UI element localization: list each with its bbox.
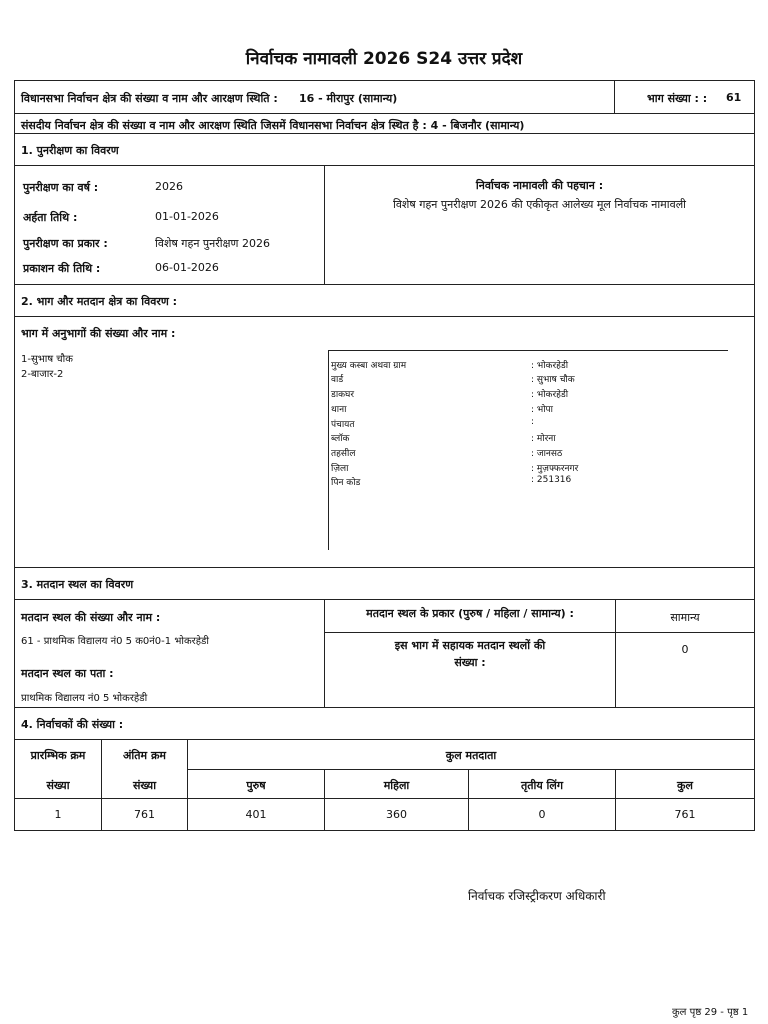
polling-details — [15, 600, 754, 708]
electors-table — [15, 740, 754, 830]
document-title: निर्वाचक नामावली 2026 S24 उत्तर प्रदेश — [245, 49, 523, 69]
col-total-voters: कुल मतदाता — [445, 749, 497, 762]
part-area-details — [15, 317, 754, 568]
main-village-label: मुख्य कस्बा अथवा ग्राम — [331, 361, 407, 371]
cell-female: 360 — [386, 808, 407, 821]
assembly-row — [15, 81, 754, 114]
pin-code-label: पिन कोड — [331, 478, 361, 488]
col-end-serial-1: अंतिम क्रम — [123, 749, 166, 762]
part-area-section-title: 2. भाग और मतदान क्षेत्र का विवरण : — [21, 295, 177, 308]
qualifying-date-label: अर्हता तिथि : — [23, 211, 78, 224]
pin-code-value: : 251316 — [531, 475, 572, 485]
publication-date-value: 06-01-2026 — [155, 261, 219, 274]
roll-identity-title: निर्वाचक नामावली की पहचान : — [475, 179, 604, 192]
panchayat-label: पंचायत — [331, 420, 355, 430]
revision-year-label: पुनरीक्षण का वर्ष : — [23, 181, 99, 194]
revision-type-value: विशेष गहन पुनरीक्षण 2026 — [155, 237, 270, 250]
parliament-text: संसदीय निर्वाचन क्षेत्र की संख्या व नाम और आरक्षण स्थिति जिसमें विधानसभा निर्वाचन क्षेत्र स्थित है : 4 - बिजनौर (सामान्य) — [21, 119, 525, 132]
revision-section-header — [15, 134, 754, 166]
electors-section-header — [15, 708, 754, 740]
polling-station-address-label: मतदान स्थल का पता : — [21, 667, 114, 680]
polling-station-type-value: सामान्य — [670, 611, 700, 624]
revision-type-label: पुनरीक्षण का प्रकार : — [23, 237, 108, 250]
section-item-1: 1-सुभाष चौक — [21, 354, 73, 365]
polling-station-type-label: मतदान स्थल के प्रकार (पुरुष / महिला / सामान्य) : — [366, 607, 574, 620]
polling-station-name-label: मतदान स्थल की संख्या और नाम : — [21, 611, 161, 624]
col-start-serial-1: प्रारम्भिक क्रम — [30, 749, 86, 762]
roll-frame — [14, 80, 755, 831]
page-number: कुल पृष्ठ 29 - पृष्ठ 1 — [672, 1007, 749, 1018]
roll-identity-value: विशेष गहन पुनरीक्षण 2026 की एकीकृत आलेख्य मूल निर्वाचक नामावली — [392, 198, 687, 211]
col-male: पुरुष — [246, 779, 266, 792]
section-item-2: 2-बाजार-2 — [21, 369, 64, 380]
cell-total: 761 — [674, 808, 696, 821]
electors-section-title: 4. निर्वाचकों की संख्या : — [21, 718, 124, 731]
ward-label: वार्ड — [331, 375, 344, 385]
polling-station-address-value: प्राथमिक विद्यालय नं0 5 भोकरहेडी — [21, 693, 148, 704]
police-station-label: थाना — [331, 405, 347, 415]
district-label: ज़िला — [331, 464, 349, 474]
revision-section-title: 1. पुनरीक्षण का विवरण — [21, 144, 119, 157]
parliament-row — [15, 114, 754, 134]
block-value: : मोरना — [531, 434, 556, 444]
polling-section-header — [15, 568, 754, 600]
auxiliary-stations-label-2: संख्या : — [454, 656, 486, 669]
sections-subtitle: भाग में अनुभागों की संख्या और नाम : — [21, 327, 176, 340]
revision-details — [15, 166, 754, 285]
col-end-serial-2: संख्या — [132, 779, 157, 792]
col-female: महिला — [383, 779, 410, 792]
revision-year-value: 2026 — [155, 180, 183, 193]
main-village-value: : भोकरहेडी — [531, 361, 569, 371]
polling-section-title: 3. मतदान स्थल का विवरण — [21, 578, 134, 591]
tehsil-value: : जानसठ — [531, 449, 563, 459]
part-area-section-header — [15, 285, 754, 317]
part-number-value: 61 — [726, 91, 742, 104]
publication-date-label: प्रकाशन की तिथि : — [23, 262, 101, 275]
tehsil-label: तहसील — [331, 449, 356, 459]
assembly-label: विधानसभा निर्वाचन क्षेत्र की संख्या व नाम और आरक्षण स्थिति : — [21, 92, 278, 105]
polling-station-name-value: 61 - प्राथमिक विद्यालय नं0 5 क0नं0-1 भोकरहेडी — [21, 636, 209, 647]
col-total: कुल — [677, 779, 693, 792]
auxiliary-stations-value: 0 — [681, 643, 689, 656]
cell-third-gender: 0 — [538, 808, 546, 821]
ward-value: : सुभाष चौक — [531, 375, 575, 385]
police-station-value: : भोपा — [531, 405, 553, 415]
panchayat-value: : — [531, 417, 535, 427]
col-start-serial-2: संख्या — [46, 779, 70, 792]
cell-male: 401 — [245, 808, 267, 821]
auxiliary-stations-label-1: इस भाग में सहायक मतदान स्थलों की — [394, 639, 546, 652]
col-third-gender: तृतीय लिंग — [520, 779, 564, 792]
post-office-value: : भोकरहेडी — [531, 390, 569, 400]
assembly-value: 16 - मीरापुर (सामान्य) — [299, 92, 398, 105]
part-number-label: भाग संख्या : : — [647, 92, 708, 105]
post-office-label: डाकघर — [331, 390, 355, 400]
block-label: ब्लॉक — [331, 434, 350, 444]
cell-start-serial: 1 — [54, 808, 62, 821]
qualifying-date-value: 01-01-2026 — [155, 210, 219, 223]
cell-end-serial: 761 — [134, 808, 155, 821]
registration-officer-signature: निर्वाचक रजिस्ट्रीकरण अधिकारी — [468, 889, 606, 903]
district-value: : मुज़फ्फरनगर — [531, 464, 579, 474]
